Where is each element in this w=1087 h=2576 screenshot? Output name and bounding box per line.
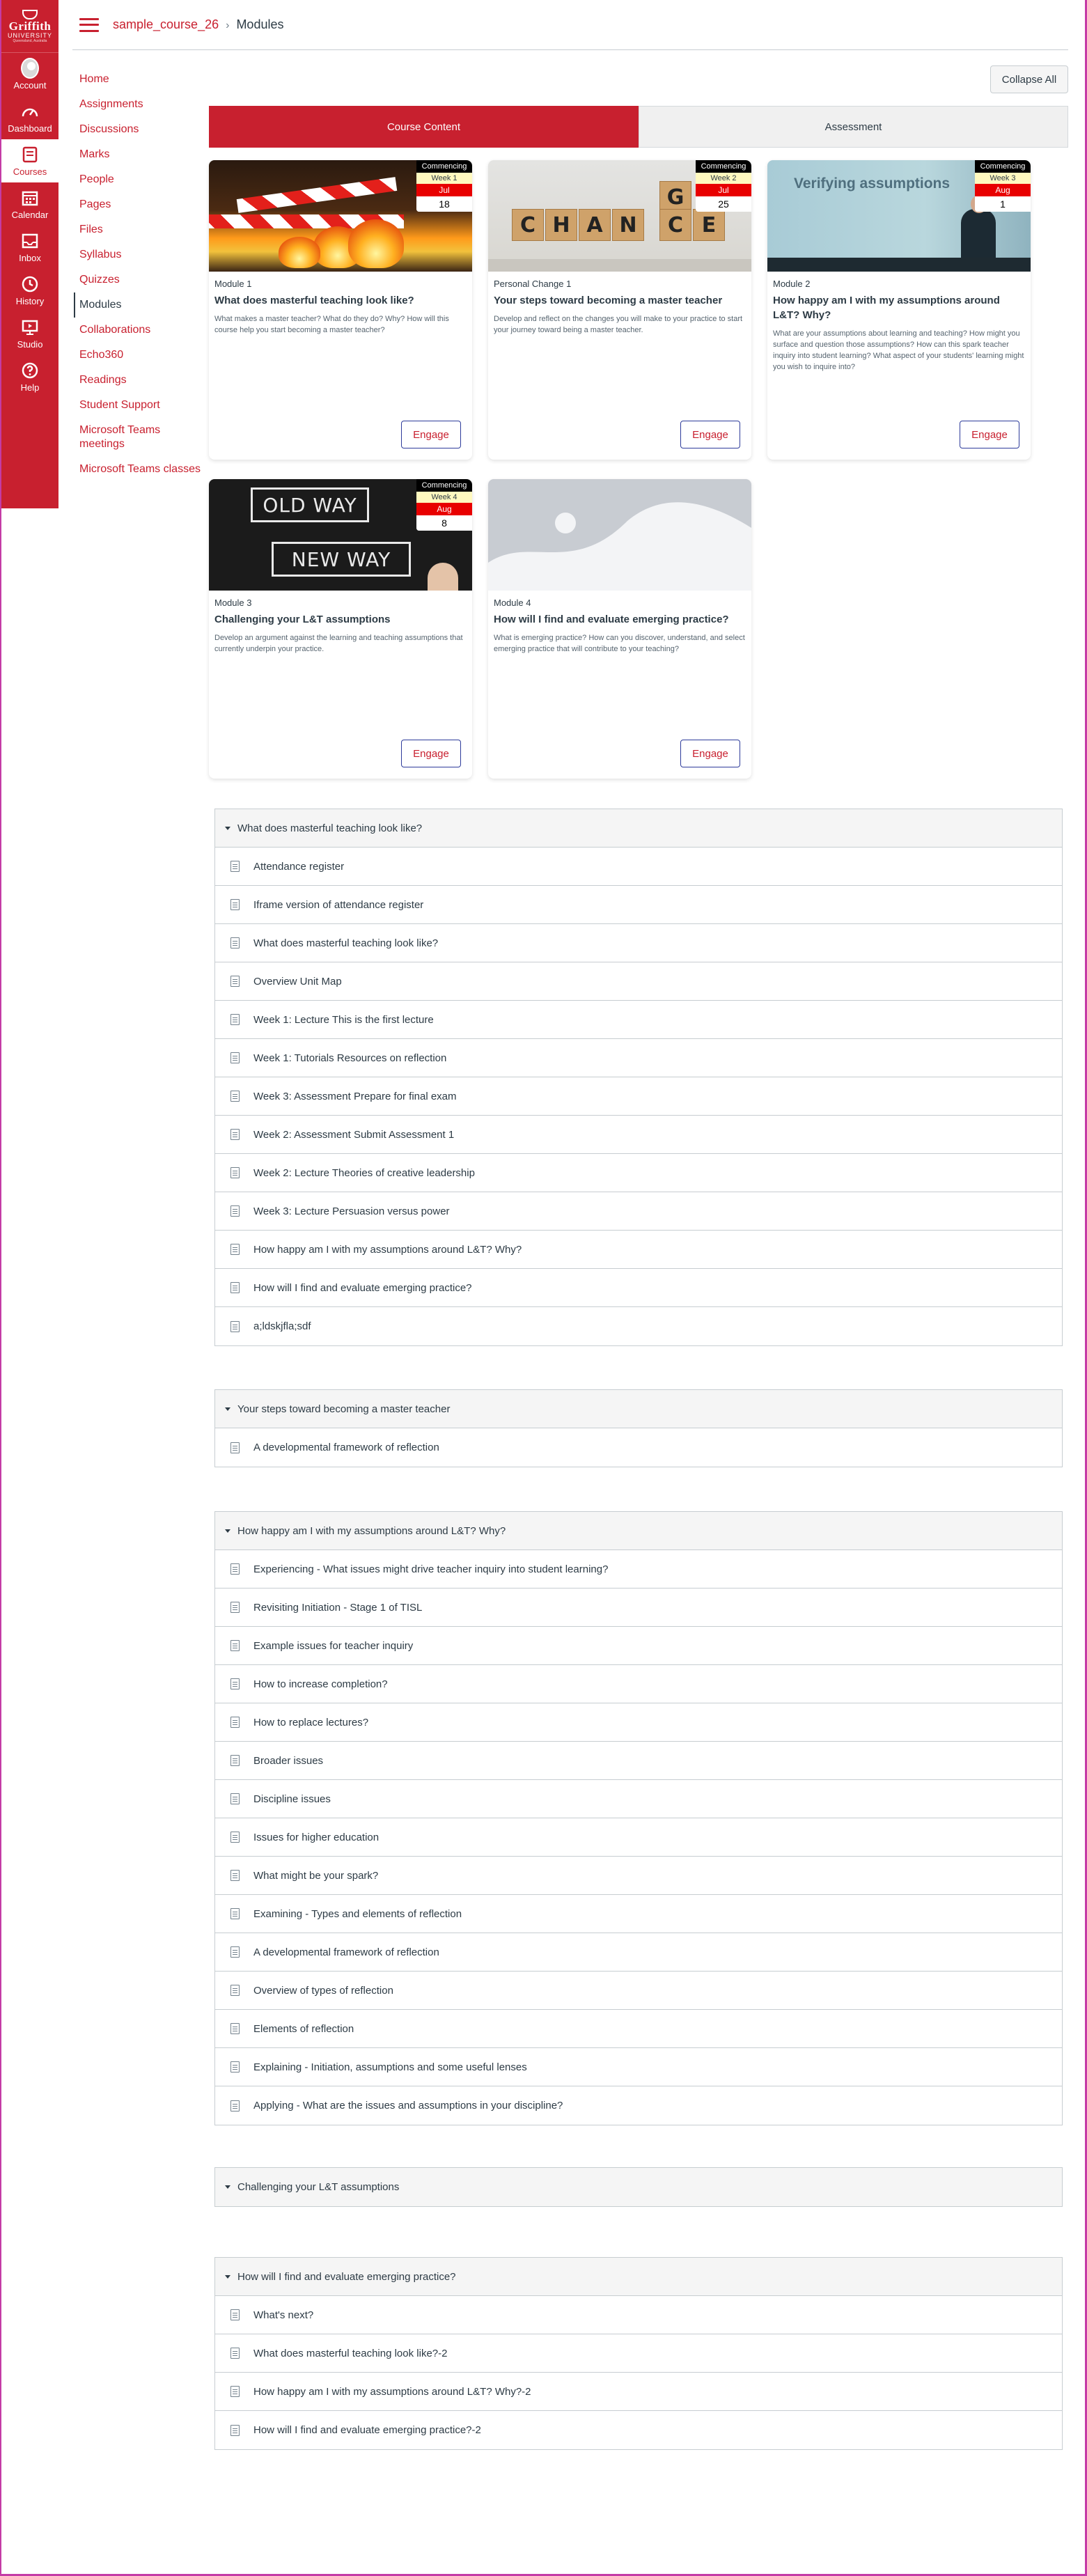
course-nav-marks[interactable]: Marks: [79, 148, 110, 160]
collapse-all-button[interactable]: Collapse All: [990, 65, 1068, 93]
module-header[interactable]: [215, 1512, 1062, 1550]
card-module-label: Module 4: [494, 598, 531, 608]
module-card: [767, 160, 1031, 460]
page-icon: [230, 1563, 240, 1575]
cal-label: Commencing: [416, 479, 472, 492]
help-icon: [21, 361, 39, 380]
engage-button[interactable]: Engage: [960, 421, 1019, 448]
page-icon: [230, 1946, 240, 1958]
account-icon: [21, 59, 39, 77]
collapse-triangle-icon: [225, 827, 230, 830]
commencing-calendar: [696, 160, 751, 212]
engage-button[interactable]: Engage: [680, 740, 740, 767]
page-icon: [230, 1129, 240, 1140]
engage-button[interactable]: Engage: [401, 421, 461, 448]
card-image-placeholder: [488, 479, 751, 591]
module-item-title: Overview of types of reflection: [253, 1984, 393, 1997]
page-icon: [230, 1205, 240, 1217]
module-item[interactable]: [215, 2048, 1062, 2086]
page-icon: [230, 1091, 240, 1102]
commencing-calendar: [416, 160, 472, 212]
university-logo[interactable]: [1, 0, 58, 53]
module-item-title: How to increase completion?: [253, 1678, 388, 1690]
commencing-calendar: [416, 479, 472, 531]
module-item-title: Week 2: Assessment Submit Assessment 1: [253, 1128, 455, 1141]
page-icon: [230, 1014, 240, 1025]
card-description: What makes a master teacher? What do they do? Why? How will this course help you start becoming a master teacher?: [214, 315, 449, 334]
page-icon: [230, 1244, 240, 1255]
cal-day: 1: [975, 196, 1031, 212]
nav-label: Account: [13, 79, 47, 91]
page-title: Modules: [236, 17, 284, 31]
page-icon: [230, 2348, 240, 2359]
module-header[interactable]: [215, 2258, 1062, 2296]
collapse-triangle-icon: [225, 2275, 230, 2279]
module-header[interactable]: [215, 1390, 1062, 1428]
card-title: Challenging your L&T assumptions: [214, 614, 391, 625]
module-item-title: A developmental framework of reflection: [253, 1442, 439, 1453]
page-icon: [230, 1052, 240, 1063]
module-item-title: Week 1: Lecture This is the first lecture: [253, 1013, 434, 1026]
card-module-label: Module 1: [214, 279, 252, 289]
cal-week: Week 2: [696, 173, 751, 184]
module-section: [214, 1511, 1063, 2125]
course-nav-quizzes[interactable]: Quizzes: [79, 274, 120, 286]
module-item[interactable]: [215, 2086, 1062, 2125]
module-item-title: What's next?: [253, 2309, 314, 2321]
card-title: How happy am I with my assumptions around L&T? Why?: [773, 295, 1000, 321]
page-icon: [230, 976, 240, 987]
breadcrumb: [113, 17, 283, 32]
module-item-title: What might be your spark?: [253, 1869, 379, 1882]
module-item-title: What does masterful teaching look like?-2: [253, 2347, 448, 2359]
module-item-title: Overview Unit Map: [253, 975, 342, 988]
course-nav-files[interactable]: Files: [79, 224, 103, 235]
card-description: Develop and reflect on the changes you will make to your practice to start your journey toward being a master teacher.: [494, 315, 743, 334]
module-item-title: Discipline issues: [253, 1793, 331, 1805]
module-title: How will I find and evaluate emerging practice?: [237, 2270, 456, 2283]
module-item[interactable]: [215, 1818, 1062, 1857]
module-item-title: Broader issues: [253, 1754, 324, 1767]
nav-label: Inbox: [19, 252, 41, 263]
page-icon: [230, 1282, 240, 1293]
module-item[interactable]: [215, 1154, 1062, 1192]
course-nav-assignments[interactable]: Assignments: [79, 98, 143, 110]
module-item-title: Examining - Types and elements of reflection: [253, 1907, 462, 1920]
card-title: How will I find and evaluate emerging practice?: [494, 614, 729, 625]
cal-day: 8: [416, 515, 472, 531]
cal-week: Week 4: [416, 492, 472, 503]
nav-item-account[interactable]: [1, 53, 58, 96]
course-nav-student-support[interactable]: Student Support: [79, 399, 160, 411]
module-item-title: A developmental framework of reflection: [253, 1946, 439, 1958]
course-nav-modules[interactable]: Modules: [74, 292, 201, 318]
collapse-triangle-icon: [225, 1529, 230, 1533]
card-title: Your steps toward becoming a master teacher: [494, 295, 723, 306]
course-nav-echo360[interactable]: Echo360: [79, 349, 124, 361]
page-icon: [230, 937, 240, 949]
course-nav-people[interactable]: People: [79, 173, 114, 185]
card-module-label: Personal Change 1: [494, 279, 572, 289]
module-item[interactable]: [215, 2373, 1062, 2411]
cal-week: Week 3: [975, 173, 1031, 184]
module-item[interactable]: [215, 924, 1062, 962]
module-section: [214, 2167, 1063, 2207]
page-icon: [230, 1678, 240, 1689]
module-section: [214, 2257, 1063, 2450]
letter-block: C: [512, 209, 544, 241]
module-item[interactable]: [215, 886, 1062, 924]
card-module-label: Module 3: [214, 598, 252, 608]
module-item-title: Revisiting Initiation - Stage 1 of TISL: [253, 1601, 423, 1614]
module-item[interactable]: [215, 1428, 1062, 1467]
logo-name: Griffith: [8, 19, 52, 33]
module-item[interactable]: [215, 1001, 1062, 1039]
module-item[interactable]: [215, 1231, 1062, 1269]
course-nav-teams-meetings[interactable]: Microsoft Teams meetings: [79, 424, 161, 450]
module-title: What does masterful teaching look like?: [237, 822, 423, 834]
module-title: Your steps toward becoming a master teacher: [237, 1403, 451, 1415]
cal-day: 18: [416, 196, 472, 212]
course-nav-teams-classes[interactable]: Microsoft Teams classes: [79, 463, 201, 475]
module-item[interactable]: [215, 1039, 1062, 1077]
module-header[interactable]: [215, 809, 1062, 848]
module-section: [214, 1389, 1063, 1467]
letter-block: G: [659, 181, 691, 213]
card-module-label: Module 2: [773, 279, 811, 289]
module-item[interactable]: [215, 1933, 1062, 1972]
nav-item-help[interactable]: [1, 355, 58, 398]
module-item-title: How to replace lectures?: [253, 1716, 369, 1728]
crest-icon: [22, 10, 38, 19]
module-item[interactable]: [215, 1550, 1062, 1588]
course-nav-home[interactable]: Home: [79, 73, 109, 85]
page-icon: [230, 1167, 240, 1178]
nav-item-inbox[interactable]: [1, 226, 58, 269]
letter-block: E: [693, 209, 725, 241]
hamburger-menu-icon[interactable]: [79, 18, 99, 32]
collapse-triangle-icon: [225, 2185, 230, 2189]
card-title: What does masterful teaching look like?: [214, 295, 414, 306]
page-icon: [230, 1602, 240, 1613]
cal-label: Commencing: [416, 160, 472, 173]
module-title: Challenging your L&T assumptions: [237, 2181, 400, 2193]
module-item[interactable]: [215, 1307, 1062, 1345]
engage-button[interactable]: Engage: [401, 740, 461, 767]
course-nav-discussions[interactable]: Discussions: [79, 123, 139, 135]
module-item-title: Week 3: Lecture Persuasion versus power: [253, 1205, 450, 1217]
course-nav-syllabus[interactable]: Syllabus: [79, 249, 122, 260]
letter-block: C: [659, 209, 691, 241]
module-section: [214, 809, 1063, 1346]
page-icon: [230, 2061, 240, 2072]
module-card: [488, 160, 751, 460]
module-item-title: What does masterful teaching look like?: [253, 937, 439, 949]
logo-sub: UNIVERSITY: [7, 31, 52, 39]
nav-item-history[interactable]: [1, 269, 58, 312]
top-bar: [72, 0, 1068, 50]
nav-label: Help: [20, 382, 40, 393]
nav-label: Calendar: [11, 209, 49, 220]
breadcrumb-course-link[interactable]: sample_course_26: [113, 17, 219, 31]
module-card: [488, 479, 751, 779]
logo-tag: Queensland, Australia: [13, 38, 47, 43]
module-item[interactable]: [215, 1116, 1062, 1154]
page-icon: [230, 1755, 240, 1766]
page-icon: [230, 1793, 240, 1804]
tab-assessment[interactable]: Assessment: [639, 106, 1068, 148]
course-nav: [75, 67, 201, 482]
course-nav-collaborations[interactable]: Collaborations: [79, 324, 151, 336]
engage-button[interactable]: Engage: [680, 421, 740, 448]
cal-week: Week 1: [416, 173, 472, 184]
content-tabs: [209, 106, 1068, 148]
image-caption: Verifying assumptions: [794, 175, 951, 192]
course-nav-pages[interactable]: Pages: [79, 198, 111, 210]
module-item[interactable]: [215, 962, 1062, 1001]
inbox-icon: [21, 232, 39, 250]
module-item[interactable]: [215, 1627, 1062, 1665]
cal-label: Commencing: [696, 160, 751, 173]
page-icon: [230, 861, 240, 872]
page-icon: [230, 2100, 240, 2111]
commencing-calendar: [975, 160, 1031, 212]
module-item-title: Elements of reflection: [253, 2022, 354, 2035]
module-item-title: Experiencing - What issues might drive teacher inquiry into student learning?: [253, 1563, 609, 1575]
module-item-title: How happy am I with my assumptions around L&T? Why?-2: [253, 2385, 531, 2398]
letter-block: N: [612, 209, 644, 241]
nav-item-studio[interactable]: [1, 312, 58, 355]
module-item-title: Issues for higher education: [253, 1831, 380, 1843]
collapse-triangle-icon: [225, 1407, 230, 1411]
nav-label: Courses: [13, 166, 47, 177]
module-item-title: a;ldskjfla;sdf: [253, 1320, 311, 1332]
module-header[interactable]: [215, 2168, 1062, 2206]
module-item-title: How will I find and evaluate emerging practice?-2: [253, 2424, 481, 2436]
letter-block: A: [579, 209, 611, 241]
breadcrumb-separator: ›: [226, 19, 230, 31]
nav-label: Studio: [17, 338, 43, 350]
page-icon: [230, 1870, 240, 1881]
cal-month: Jul: [696, 184, 751, 196]
calendar-icon: [21, 189, 39, 207]
page-icon: [230, 1321, 240, 1332]
module-title: How happy am I with my assumptions around L&T? Why?: [237, 1524, 506, 1537]
nav-item-courses[interactable]: [1, 139, 58, 182]
module-card: [209, 479, 472, 779]
global-nav: [1, 0, 58, 508]
module-item[interactable]: [215, 1972, 1062, 2010]
module-item[interactable]: [215, 1665, 1062, 1703]
module-item-title: Week 3: Assessment Prepare for final exam: [253, 1090, 457, 1102]
module-item[interactable]: [215, 1588, 1062, 1627]
module-item-title: Example issues for teacher inquiry: [253, 1639, 414, 1652]
module-item[interactable]: [215, 2296, 1062, 2334]
nav-item-calendar[interactable]: [1, 182, 58, 226]
new-way-sign: NEW WAY: [272, 542, 411, 577]
studio-icon: [21, 318, 39, 336]
cal-day: 25: [696, 196, 751, 212]
module-item[interactable]: [215, 2411, 1062, 2449]
nav-label: History: [15, 295, 45, 306]
module-item[interactable]: [215, 1742, 1062, 1780]
module-item[interactable]: [215, 1077, 1062, 1116]
page-icon: [230, 1985, 240, 1996]
module-item[interactable]: [215, 1269, 1062, 1307]
old-way-sign: OLD WAY: [251, 487, 369, 522]
module-item[interactable]: [215, 1857, 1062, 1895]
page-icon: [230, 2386, 240, 2397]
course-nav-readings[interactable]: Readings: [79, 374, 127, 386]
module-item[interactable]: [215, 2010, 1062, 2048]
module-item[interactable]: [215, 1703, 1062, 1742]
module-item[interactable]: [215, 1895, 1062, 1933]
page-icon: [230, 1640, 240, 1651]
module-item-title: Applying - What are the issues and assumptions in your discipline?: [253, 2100, 563, 2111]
module-card: [209, 160, 472, 460]
nav-item-dashboard[interactable]: [1, 96, 58, 139]
card-description: What is emerging practice? How can you discover, understand, and select emerging practice that will contribute to your teaching?: [494, 634, 745, 653]
page-icon: [230, 2023, 240, 2034]
nav-label: Dashboard: [8, 123, 52, 134]
courses-icon: [21, 146, 39, 164]
module-item-title: Attendance register: [253, 860, 345, 873]
page-icon: [230, 899, 240, 910]
dashboard-icon: [21, 102, 39, 120]
tab-course-content[interactable]: Course Content: [209, 106, 639, 148]
module-item-title: Iframe version of attendance register: [253, 898, 424, 911]
cal-month: Aug: [975, 184, 1031, 196]
card-description: What are your assumptions about learning and teaching? How might you surface and question those assumptions? How can this spark teacher inquiry into student learning? What aspect of your students' learning might you wish to inquire into?: [773, 329, 1024, 371]
module-item-title: How happy am I with my assumptions around L&T? Why?: [253, 1243, 522, 1256]
module-item[interactable]: [215, 2334, 1062, 2373]
module-item-title: Explaining - Initiation, assumptions and some useful lenses: [253, 2061, 527, 2073]
module-item[interactable]: [215, 1192, 1062, 1231]
history-icon: [21, 275, 39, 293]
page-icon: [230, 2425, 240, 2436]
cal-month: Aug: [416, 503, 472, 515]
page-icon: [230, 2309, 240, 2320]
module-item[interactable]: [215, 1780, 1062, 1818]
cal-label: Commencing: [975, 160, 1031, 173]
page-icon: [230, 1717, 240, 1728]
card-description: Develop an argument against the learning and teaching assumptions that currently underpin your practice.: [214, 634, 463, 653]
module-item-title: Week 1: Tutorials Resources on reflection: [253, 1052, 447, 1064]
page-icon: [230, 1442, 240, 1453]
page-icon: [230, 1908, 240, 1919]
letter-block: H: [545, 209, 577, 241]
module-item-title: How will I find and evaluate emerging practice?: [253, 1281, 472, 1294]
module-item-title: Week 2: Lecture Theories of creative leadership: [253, 1166, 475, 1179]
module-item[interactable]: [215, 848, 1062, 886]
cal-month: Jul: [416, 184, 472, 196]
page-icon: [230, 1832, 240, 1843]
